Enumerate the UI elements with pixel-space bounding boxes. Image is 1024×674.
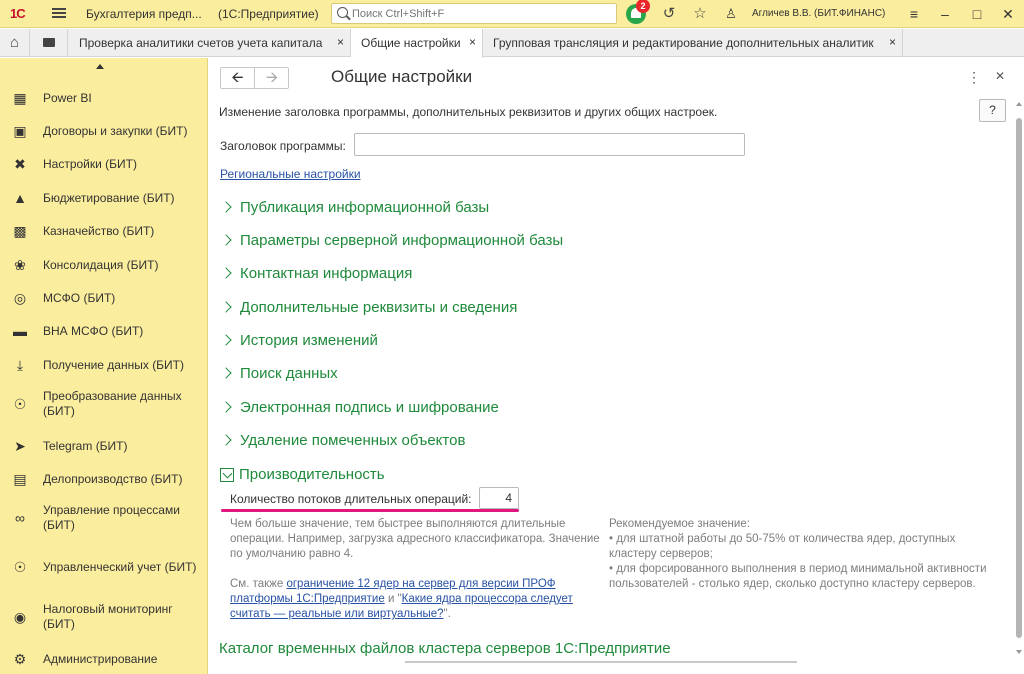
threads-hint: Чем больше значение, тем быстрее выполняются длительные операции. Например, загрузка адресного классификатора. Значение по умолчанию равно 4. bbox=[230, 518, 600, 560]
program-title-input[interactable] bbox=[354, 133, 745, 156]
tabs-bar bbox=[0, 29, 1024, 57]
tab-label: Общие настройки bbox=[361, 36, 461, 50]
sidebar-item-processes[interactable] bbox=[0, 502, 207, 534]
app-title: Бухгалтерия предп... bbox=[86, 7, 202, 21]
sidebar-item-tax-monitoring[interactable] bbox=[0, 601, 207, 633]
sidebar-item-label: Управление процессами (БИТ) bbox=[43, 503, 180, 532]
monitor-icon: ◉ bbox=[13, 609, 27, 625]
close-form-icon[interactable]: ✕ bbox=[995, 69, 1006, 83]
section-server-params[interactable] bbox=[222, 232, 563, 249]
sidebar-item-ifrs[interactable] bbox=[0, 288, 207, 308]
cpu-cores-link[interactable]: Какие ядра процессора следует считать — реальные или виртуальные? bbox=[230, 593, 573, 620]
section-additional-attributes[interactable] bbox=[222, 299, 517, 316]
chevron-right-icon bbox=[220, 434, 231, 445]
core-limit-link[interactable]: ограничение 12 ядер на сервер для версии ПРОФ платформы 1С:Предприятие bbox=[230, 578, 556, 605]
documents-icon: ▤ bbox=[13, 471, 27, 487]
download-icon: ⤓ bbox=[16, 357, 24, 373]
history-icon[interactable]: ↺ bbox=[662, 5, 676, 22]
scroll-up-icon[interactable] bbox=[96, 64, 104, 69]
back-arrow-icon[interactable]: 🡨 bbox=[221, 68, 255, 88]
maximize-button[interactable]: □ bbox=[972, 6, 982, 22]
sidebar-item-vna-ifrs[interactable] bbox=[0, 321, 207, 341]
section-change-history[interactable] bbox=[222, 332, 378, 349]
chevron-right-icon bbox=[220, 301, 231, 312]
tab-capital-accounts[interactable] bbox=[69, 29, 351, 57]
sidebar-item-label: Консолидация (БИТ) bbox=[43, 257, 159, 272]
sidebar-item-label: Получение данных (БИТ) bbox=[43, 357, 185, 372]
tab-general-settings[interactable] bbox=[351, 29, 483, 58]
chevron-down-icon[interactable] bbox=[220, 468, 234, 482]
sidebar-item-label: Казначейство (БИТ) bbox=[43, 223, 155, 238]
threads-count-input[interactable]: 4 bbox=[479, 487, 519, 509]
tab-group-translation[interactable] bbox=[483, 29, 903, 57]
section-contact-info[interactable] bbox=[222, 265, 412, 282]
sidebar-item-records[interactable] bbox=[0, 469, 207, 489]
main-menu-icon[interactable] bbox=[52, 6, 66, 20]
1c-logo: 1С bbox=[10, 6, 25, 21]
tab-close-icon[interactable]: × bbox=[336, 35, 344, 49]
sidebar-item-label: Управленческий учет (БИТ) bbox=[43, 559, 197, 574]
section-title: Производительность bbox=[239, 466, 385, 483]
sidebar-item-label: Договоры и закупки (БИТ) bbox=[43, 123, 188, 138]
tools-icon: ✖ bbox=[14, 156, 26, 172]
scroll-thumb[interactable] bbox=[1016, 118, 1022, 638]
close-window-button[interactable]: ✕ bbox=[1002, 6, 1014, 22]
home-icon[interactable]: ⌂ bbox=[0, 29, 30, 57]
tab-close-icon[interactable]: × bbox=[888, 35, 896, 49]
app-subtitle: (1С:Предприятие) bbox=[218, 7, 319, 21]
transform-icon: ☉ bbox=[13, 396, 27, 412]
chat-icon[interactable] bbox=[30, 29, 68, 57]
title-bar bbox=[0, 0, 1024, 28]
section-title: Контактная информация bbox=[240, 265, 413, 282]
notification-badge: 2 bbox=[636, 0, 650, 13]
notifications-bell-icon[interactable] bbox=[626, 1, 646, 24]
sidebar-item-data-transform[interactable] bbox=[0, 388, 207, 420]
sidebar-item-data-import[interactable] bbox=[0, 355, 207, 375]
section-title: Дополнительные реквизиты и сведения bbox=[240, 299, 518, 316]
sidebar-item-label: Преобразование данных (БИТ) bbox=[43, 389, 182, 418]
gear-icon: ⚙ bbox=[13, 651, 27, 667]
section-title: Параметры серверной информационной базы bbox=[240, 232, 564, 249]
sidebar-item-label: Администрирование bbox=[43, 651, 158, 666]
section-title: Электронная подпись и шифрование bbox=[240, 399, 499, 416]
recommended-value-hint: Рекомендуемое значение: • для штатной работы до 50-75% от количества ядер, доступных кластеру серверов; • для форсированного выполнения в период минимальной активности пользователей - столько ядер, сколько доступно кластеру серверов. bbox=[609, 518, 987, 590]
help-button[interactable]: ? bbox=[979, 99, 1006, 122]
search-icon bbox=[337, 7, 348, 18]
section-digital-signature[interactable] bbox=[222, 399, 499, 416]
section-title: Удаление помеченных объектов bbox=[240, 432, 466, 449]
telegram-icon: ➤ bbox=[14, 438, 26, 454]
chevron-right-icon bbox=[220, 401, 231, 412]
chevron-right-icon bbox=[220, 201, 231, 212]
scroll-down-arrow-icon[interactable] bbox=[1016, 650, 1022, 654]
navigation-buttons bbox=[220, 67, 289, 89]
sidebar-item-label: Настройки (БИТ) bbox=[43, 156, 137, 171]
consolidation-icon: ❀ bbox=[14, 257, 26, 273]
folder-icon: ▣ bbox=[13, 123, 27, 139]
sidebar-item-budgeting[interactable] bbox=[0, 188, 207, 208]
page-title: Общие настройки bbox=[331, 67, 473, 86]
chevron-right-icon bbox=[220, 334, 231, 345]
section-data-search[interactable] bbox=[222, 365, 338, 382]
chevron-right-icon bbox=[220, 234, 231, 245]
user-name[interactable]: Агличев В.В. (БИТ.ФИНАНС) bbox=[752, 8, 886, 19]
highlight-underline bbox=[221, 509, 519, 512]
sidebar-item-settings[interactable] bbox=[0, 154, 207, 174]
main-panel bbox=[209, 58, 1024, 674]
sidebar-item-label: Делопроизводство (БИТ) bbox=[43, 471, 183, 486]
search-box[interactable] bbox=[331, 3, 617, 24]
sidebar-item-treasury[interactable] bbox=[0, 221, 207, 241]
section-publication[interactable] bbox=[222, 199, 489, 216]
temp-catalog-field[interactable] bbox=[405, 661, 797, 663]
sidebar-item-administration[interactable] bbox=[0, 649, 207, 669]
see-also-middle: и " bbox=[384, 593, 402, 605]
process-icon: ∞ bbox=[15, 510, 25, 526]
chevron-right-icon bbox=[220, 267, 231, 278]
see-also-note bbox=[230, 577, 602, 622]
main-scrollbar[interactable] bbox=[1014, 100, 1024, 660]
sidebar-item-management-accounting[interactable] bbox=[0, 551, 207, 583]
sidebar-item-label: Power BI bbox=[43, 90, 92, 105]
section-delete-marked[interactable] bbox=[222, 432, 465, 449]
sidebar-item-consolidation[interactable] bbox=[0, 255, 207, 275]
sidebar-item-power-bi[interactable] bbox=[0, 88, 207, 108]
globe-icon: ◎ bbox=[13, 290, 27, 306]
see-also-prefix: См. также bbox=[230, 578, 287, 590]
growth-chart-icon: ▲ bbox=[13, 190, 27, 206]
sidebar bbox=[0, 58, 208, 674]
truck-icon: ▬ bbox=[13, 323, 27, 339]
search-input[interactable] bbox=[352, 5, 612, 22]
money-stack-icon: ▩ bbox=[13, 223, 27, 239]
minimize-button[interactable]: – bbox=[941, 6, 949, 22]
target-icon: ☉ bbox=[13, 559, 27, 575]
favorites-star-icon[interactable]: ☆ bbox=[693, 5, 707, 22]
section-title: Поиск данных bbox=[240, 365, 338, 382]
program-title-label: Заголовок программы: bbox=[220, 139, 346, 153]
sidebar-item-contracts[interactable] bbox=[0, 121, 207, 141]
sidebar-item-label: ВНА МСФО (БИТ) bbox=[43, 323, 144, 338]
settings-menu-icon[interactable]: ≡ bbox=[909, 6, 919, 22]
more-options-icon[interactable]: ⋮ bbox=[967, 69, 981, 85]
temp-catalog-title: Каталог временных файлов кластера серверов 1С:Предприятие bbox=[219, 640, 671, 657]
sidebar-item-label: Налоговый мониторинг (БИТ) bbox=[43, 602, 173, 631]
section-title: Публикация информационной базы bbox=[240, 199, 490, 216]
regional-settings-link[interactable]: Региональные настройки bbox=[220, 167, 361, 181]
form-description: Изменение заголовка программы, дополнительных реквизитов и других общих настроек. bbox=[219, 105, 718, 119]
see-also-suffix: ". bbox=[443, 608, 451, 620]
threads-count-label: Количество потоков длительных операций: bbox=[230, 492, 472, 506]
sidebar-item-label: МСФО (БИТ) bbox=[43, 290, 116, 305]
power-bi-icon: ▦ bbox=[13, 90, 27, 106]
chevron-right-icon bbox=[220, 367, 231, 378]
section-title: История изменений bbox=[240, 332, 378, 349]
tab-label: Проверка аналитики счетов учета капитала bbox=[79, 36, 323, 50]
scroll-up-arrow-icon[interactable] bbox=[1016, 102, 1022, 106]
tab-label: Групповая трансляция и редактирование дополнительных аналитик bbox=[493, 36, 874, 50]
sidebar-item-telegram[interactable] bbox=[0, 436, 207, 456]
user-group-icon[interactable]: ♙ bbox=[725, 6, 737, 21]
tab-close-icon[interactable]: × bbox=[468, 35, 476, 49]
sidebar-item-label: Telegram (БИТ) bbox=[43, 438, 128, 453]
forward-arrow-icon[interactable]: 🡪 bbox=[265, 69, 279, 86]
sidebar-item-label: Бюджетирование (БИТ) bbox=[43, 190, 175, 205]
